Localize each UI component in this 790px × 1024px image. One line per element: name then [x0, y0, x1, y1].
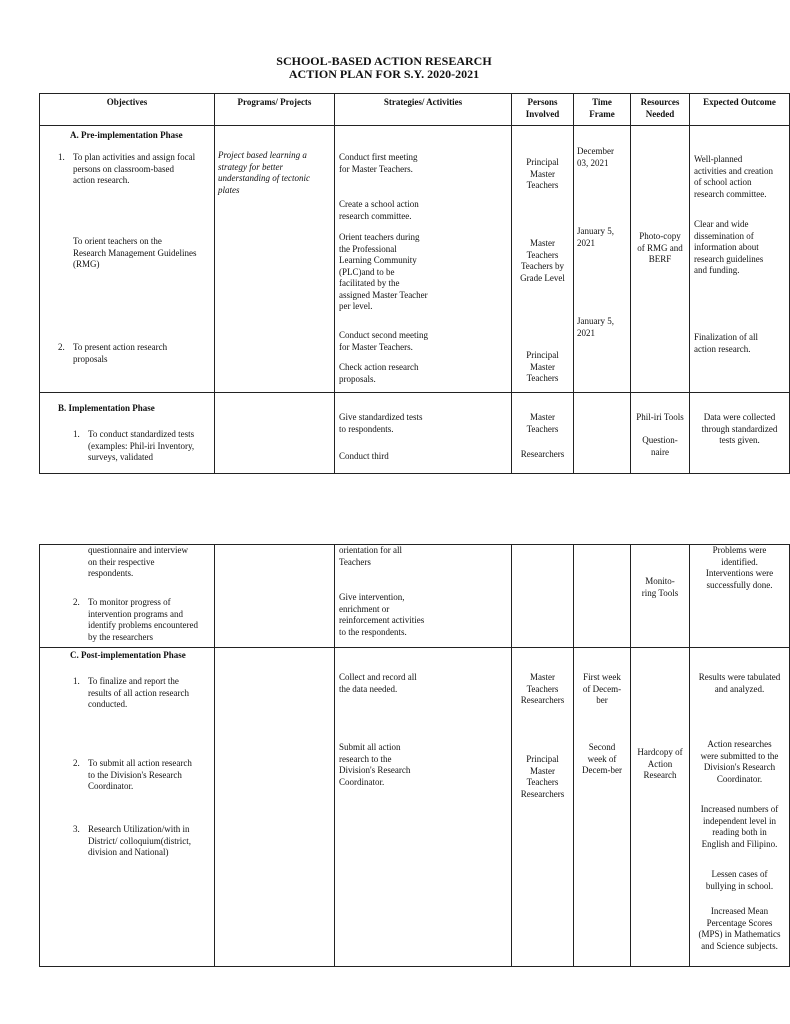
pre-outcome-cell [690, 126, 790, 393]
post-implementation-row [40, 648, 790, 967]
post-program-cell [215, 648, 335, 967]
impl2-obj2-number: 2. [73, 597, 80, 607]
pre-obj1b-text: To orient teachers on the Research Management Guidelines (RMG) [73, 236, 197, 269]
pre-time-cell [574, 126, 631, 393]
pre-strategies-cell [335, 126, 512, 393]
post-out2: Action researches were submitted to the Division's Research Coordinator. [700, 739, 779, 784]
header-objectives: Objectives [40, 94, 215, 126]
action-plan-table-page1 [39, 93, 790, 474]
post-obj2-number: 2. [73, 758, 80, 768]
pre-time1: December 03, 2021 [577, 146, 614, 168]
pre-strat4: Conduct second meeting for Master Teachers. [339, 330, 428, 352]
impl2-time-cell [574, 545, 631, 648]
impl2-obj-cont: questionnaire and interview on their respective respondents. [88, 545, 188, 578]
impl-persons2: Researchers [520, 449, 565, 459]
pre-obj1-number: 1. [58, 152, 65, 162]
pre-persons2: Master Teachers Teachers by Grade Level [520, 238, 565, 283]
post-out4: Lessen cases of bullying in school. [705, 869, 774, 891]
impl2-strat-cont: orientation for all Teachers [339, 545, 402, 567]
post-persons1: Master Teachers Researchers [520, 672, 565, 705]
impl-persons-cell [512, 393, 574, 474]
pre-persons1: Principal Master Teachers [526, 157, 559, 190]
pre-time2: January 5, 2021 [577, 226, 614, 248]
impl-out: Data were collected through standardized tests given. [701, 412, 778, 445]
pre-obj2-text: To present action research proposals [73, 342, 168, 364]
post-strat2: Submit all action research to the Division's Research Coordinator. [339, 742, 411, 787]
post-strategies-cell [335, 648, 512, 967]
pre-strat5: Check action research proposals. [339, 362, 419, 384]
pre-objectives-cell [40, 126, 215, 393]
pre-time3: January 5, 2021 [577, 316, 614, 338]
impl-time-cell [574, 393, 631, 474]
pre-out1: Well-planned activities and creation of school action research committee. [694, 154, 773, 199]
impl-strat2: Conduct third [339, 451, 389, 461]
header-outcome: Expected Outcome [690, 94, 790, 126]
pre-phase-heading: A. Pre-implementation Phase [70, 130, 183, 140]
document-title: SCHOOL-BASED ACTION RESEARCH [276, 54, 492, 68]
pre-strat1: Conduct first meeting for Master Teachers. [339, 152, 418, 174]
post-obj2-text: To submit all action research to the Division's Research Coordinator. [88, 758, 192, 791]
post-out5: Increased Mean Percentage Scores (MPS) in Mathematics and Science subjects. [698, 906, 781, 951]
impl2-resources: Monito- ring Tools [641, 576, 679, 598]
impl-resources1: Phil-iri Tools [636, 412, 684, 422]
impl2-out: Problems were identified. Interventions were successfully done. [705, 545, 774, 590]
header-programs: Programs/ Projects [215, 94, 335, 126]
pre-resources: Photo-copy of RMG and BERF [637, 231, 683, 264]
post-obj1-number: 1. [73, 676, 80, 686]
impl2-objectives-cell [40, 545, 215, 648]
impl-resources2: Question- naire [642, 435, 678, 457]
post-out1: Results were tabulated and analyzed. [698, 672, 781, 694]
post-time2: Second week of Decem-ber [582, 742, 622, 775]
post-persons-cell [512, 648, 574, 967]
header-strategies: Strategies/ Activities [335, 94, 512, 126]
implementation-row [40, 393, 790, 474]
post-phase-heading: C. Post-implementation Phase [70, 650, 186, 660]
pre-strat2: Create a school action research committee. [339, 199, 419, 221]
impl-persons1: Master Teachers [526, 412, 559, 434]
impl2-program-cell [215, 545, 335, 648]
post-obj1-text: To finalize and report the results of all action research conducted. [88, 676, 189, 709]
post-resources: Hardcopy of Action Research [637, 747, 683, 780]
impl2-strategies-cell [335, 545, 512, 648]
post-obj3-number: 3. [73, 824, 80, 834]
header-persons: Persons Involved [512, 94, 574, 126]
impl2-resources-cell [631, 545, 690, 648]
impl-objectives-cell [40, 393, 215, 474]
document-subtitle: ACTION PLAN FOR S.Y. 2020-2021 [288, 67, 480, 81]
impl-obj1-text: To conduct standardized tests (examples: Phil-iri Inventory, surveys, validated [88, 429, 195, 462]
pre-program-cell [215, 126, 335, 393]
pre-obj1-text: To plan activities and assign focal persons on classroom-based action research. [73, 152, 196, 185]
impl-program-cell [215, 393, 335, 474]
pre-persons3: Principal Master Teachers [526, 350, 559, 383]
impl-outcome-cell [690, 393, 790, 474]
pre-obj2-number: 2. [58, 342, 65, 352]
post-strat1: Collect and record all the data needed. [339, 672, 417, 694]
post-persons2: Principal Master Teachers Researchers [520, 754, 565, 799]
impl-strat1: Give standardized tests to respondents. [339, 412, 423, 434]
post-resources-cell [631, 648, 690, 967]
pre-strat3: Orient teachers during the Professional Learning Community (PLC)and to be facilitated by the assigned Master Teacher per level. [339, 232, 428, 311]
pre-out2: Clear and wide dissemination of information about research guidelines and funding. [694, 219, 764, 275]
pre-program-text: Project based learning a strategy for better understanding of tectonic plates [218, 150, 310, 195]
post-time-cell [574, 648, 631, 967]
impl2-obj2-text: To monitor progress of intervention programs and identify problems encountered by the researchers [88, 597, 198, 642]
post-out3: Increased numbers of independent level in reading both in English and Filipino. [700, 804, 779, 849]
post-time1: First week of Decem- ber [582, 672, 622, 705]
header-row [40, 94, 790, 126]
impl-obj1-number: 1. [73, 429, 80, 439]
impl2-persons-cell [512, 545, 574, 648]
pre-implementation-row [40, 126, 790, 393]
post-objectives-cell [40, 648, 215, 967]
post-outcome-cell [690, 648, 790, 967]
pre-out3: Finalization of all action research. [694, 332, 758, 354]
impl-strategies-cell [335, 393, 512, 474]
implementation-continued-row [40, 545, 790, 648]
pre-persons-cell [512, 126, 574, 393]
action-plan-table-page2 [39, 544, 790, 967]
impl-resources-cell [631, 393, 690, 474]
impl-phase-heading: B. Implementation Phase [58, 403, 155, 413]
impl2-strat2: Give intervention, enrichment or reinforcement activities to the respondents. [339, 592, 425, 637]
pre-resources-cell [631, 126, 690, 393]
header-time-frame: Time Frame [574, 94, 631, 126]
header-resources: Resources Needed [631, 94, 690, 126]
impl2-outcome-cell [690, 545, 790, 648]
post-obj3-text: Research Utilization/with in District/ colloquium(district, division and National) [88, 824, 191, 857]
